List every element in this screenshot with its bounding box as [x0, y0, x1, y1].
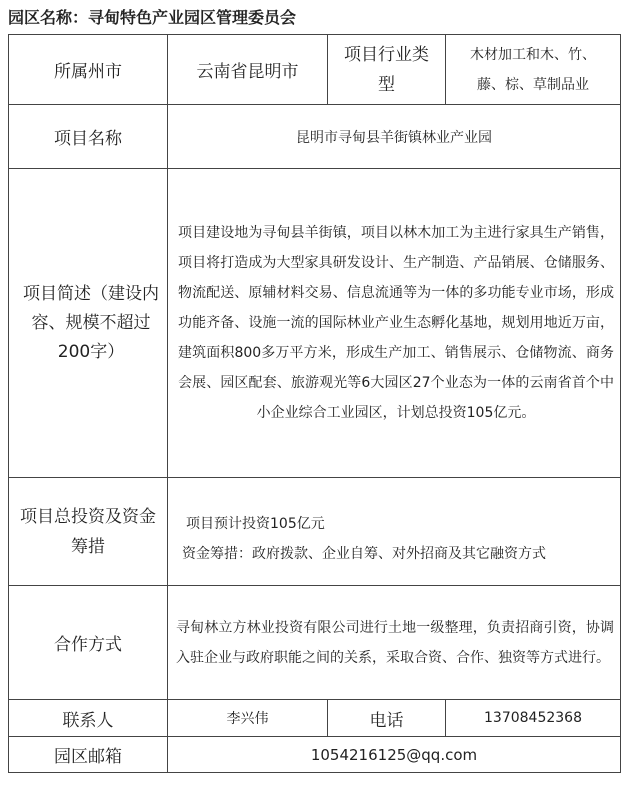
project-name-label: 项目名称 — [9, 105, 168, 169]
industry-value: 木材加工和木、竹、藤、棕、草制品业 — [446, 35, 621, 105]
description-value: 项目建设地为寻甸县羊街镇，项目以林木加工为主进行家具生产销售，项目将打造成为大型家具研发设计、生产制造、产品销展、仓储服务、物流配送、原辅材料交易、信息流通等为一体的多功能专业市场，形成功能齐备、设施一流的国际林业产业生态孵化基地，规划用地近万亩，建筑面积800多万平方米，形成生产加工、销售展示、仓储物流、商务会展、园区配套、旅游观光等6大园区27个业态为一体的云南省首个中小企业综合工业园区，计划总投资105亿元。 — [168, 169, 621, 478]
email-value: 1054216125@qq.com — [168, 737, 621, 773]
region-row — [9, 35, 621, 105]
investment-funding: 资金筹措：政府拨款、企业自筹、对外招商及其它融资方式 — [182, 545, 546, 562]
cooperation-value: 寻甸林立方林业投资有限公司进行土地一级整理，负责招商引资，协调入驻企业与政府职能之间的关系，采取合资、合作、独资等方式进行。 — [168, 586, 621, 700]
industry-label: 项目行业类型 — [328, 35, 446, 105]
contact-name: 李兴伟 — [168, 700, 328, 737]
contact-row — [9, 700, 621, 737]
project-name-value: 昆明市寻甸县羊街镇林业产业园 — [168, 105, 621, 169]
contact-label: 联系人 — [9, 700, 168, 737]
page-title: 园区名称：寻甸特色产业园区管理委员会 — [8, 8, 297, 27]
investment-row — [9, 478, 621, 586]
investment-cell — [168, 478, 621, 586]
cooperation-row — [9, 586, 621, 700]
investment-label: 项目总投资及资金筹措 — [9, 478, 168, 586]
description-row — [9, 169, 621, 478]
email-row — [9, 737, 621, 773]
description-label: 项目简述（建设内容、规模不超过200字） — [9, 169, 168, 478]
project-name-row — [9, 105, 621, 169]
investment-total: 项目预计投资105亿元 — [186, 515, 325, 532]
cooperation-label: 合作方式 — [9, 586, 168, 700]
email-label: 园区邮箱 — [9, 737, 168, 773]
phone-value: 13708452368 — [446, 700, 621, 737]
region-value: 云南省昆明市 — [168, 35, 328, 105]
region-label: 所属州市 — [9, 35, 168, 105]
project-info-table — [8, 34, 621, 773]
phone-label: 电话 — [328, 700, 446, 737]
